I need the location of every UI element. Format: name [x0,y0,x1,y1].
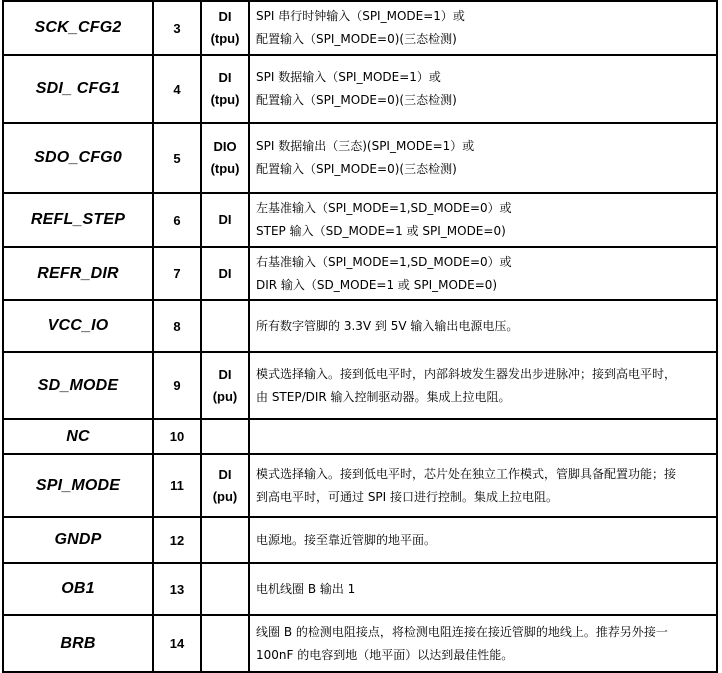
pin-description [249,247,717,300]
pin-type-line: (tpu) [210,92,240,107]
pin-type-line: DI [218,70,232,85]
pin-number: 11 [153,454,201,517]
pin-type-line: DIO [213,139,237,154]
pin-description-line: SPI 串行时钟输入（SPI_MODE=1）或 [256,9,465,23]
pin-row [3,55,717,123]
pin-type-line: (pu) [212,388,238,404]
pin-type [201,352,249,419]
pin-description-line: DIR 输入（SD_MODE=1 或 SPI_MODE=0) [256,277,498,292]
pin-type-line: DI [218,9,232,24]
pin-description-line: 线圈 B 的检测电阻接点，将检测电阻连接在接近管脚的地线上。推荐另外接一 [256,624,668,639]
pin-row [3,454,717,517]
pin-number: 8 [153,300,201,352]
pin-table-body [3,1,717,672]
pin-row [3,517,717,563]
pin-type [201,123,249,193]
pin-number: 7 [153,247,201,300]
pin-name: SDO_CFG0 [3,123,153,193]
pin-description [249,419,717,454]
pin-row [3,419,717,454]
pin-description-line: 所有数字管脚的 3.3V 到 5V 输入输出电源电压。 [256,318,519,333]
pin-description-line: 右基准输入（SPI_MODE=1,SD_MODE=0）或 [256,254,512,269]
pin-row [3,193,717,247]
pin-type [201,55,249,123]
pin-description-line: 配置输入（SPI_MODE=0)(三态检测) [256,162,457,176]
pin-name: REFL_STEP [3,193,153,247]
pin-row [3,1,717,55]
pin-description-line: 100nF 的电容到地（地平面）以达到最佳性能。 [256,647,514,662]
pin-description-line: 左基准输入（SPI_MODE=1,SD_MODE=0）或 [256,201,512,215]
pin-type [201,419,249,454]
pin-description-line: SPI 数据输出（三态)(SPI_MODE=1）或 [256,139,475,153]
pin-description [249,300,717,352]
pin-type [201,517,249,563]
pin-name: GNDP [3,517,153,563]
pin-name: SD_MODE [3,352,153,419]
pin-name: SCK_CFG2 [3,1,153,55]
pin-row [3,300,717,352]
pin-description-line: SPI 数据输入（SPI_MODE=1）或 [256,70,441,84]
pin-description-line: 由 STEP/DIR 输入控制驱动器。集成上拉电阻。 [256,389,511,404]
pin-description [249,123,717,193]
pin-type [201,247,249,300]
pin-number: 6 [153,193,201,247]
pin-row [3,352,717,419]
pin-type [201,615,249,672]
pin-description-line: 配置输入（SPI_MODE=0)(三态检测) [256,93,457,107]
pin-table [2,0,718,673]
pin-description-line: 配置输入（SPI_MODE=0)(三态检测) [256,32,457,46]
pin-number: 14 [153,615,201,672]
pin-description-line: 到高电平时，可通过 SPI 接口进行控制。集成上拉电阻。 [256,489,559,504]
pin-row [3,123,717,193]
pin-type [201,454,249,517]
pin-description [249,517,717,563]
pin-name: SPI_MODE [3,454,153,517]
pin-description-line: 模式选择输入。接到低电平时，芯片处在独立工作模式，管脚具备配置功能；接 [256,466,677,481]
pin-description [249,55,717,123]
pin-number: 12 [153,517,201,563]
pin-type-line: DI [218,212,232,227]
pin-description-line: 电源地。接至靠近管脚的地平面。 [256,532,437,547]
pin-name: VCC_IO [3,300,153,352]
pin-description [249,1,717,55]
pin-type-line: DI [218,265,232,281]
pin-number: 4 [153,55,201,123]
pin-description [249,615,717,672]
pin-number: 10 [153,419,201,454]
pin-number: 13 [153,563,201,615]
pin-type-line: (pu) [212,488,238,504]
pin-type [201,300,249,352]
pin-number: 9 [153,352,201,419]
pin-type-line: DI [218,366,232,382]
pin-name: SDI_ CFG1 [3,55,153,123]
pin-description [249,454,717,517]
pin-number: 3 [153,1,201,55]
pin-type-line: (tpu) [210,31,240,46]
pin-type-line: DI [218,466,232,482]
pin-description [249,193,717,247]
pin-description-line: 模式选择输入。接到低电平时，内部斜坡发生器发出步进脉冲；接到高电平时， [256,366,677,381]
pin-name: BRB [3,615,153,672]
pin-row [3,247,717,300]
pin-name: OB1 [3,563,153,615]
pin-name: NC [3,419,153,454]
pin-row [3,563,717,615]
pin-type-line: (tpu) [210,161,240,176]
pin-type [201,563,249,615]
pin-type [201,193,249,247]
pin-row [3,615,717,672]
pin-description-line: 电机线圈 B 输出 1 [256,581,356,596]
pin-description-line: STEP 输入（SD_MODE=1 或 SPI_MODE=0) [256,224,506,238]
pin-number: 5 [153,123,201,193]
pin-name: REFR_DIR [3,247,153,300]
pin-description [249,563,717,615]
pin-type [201,1,249,55]
pin-description [249,352,717,419]
